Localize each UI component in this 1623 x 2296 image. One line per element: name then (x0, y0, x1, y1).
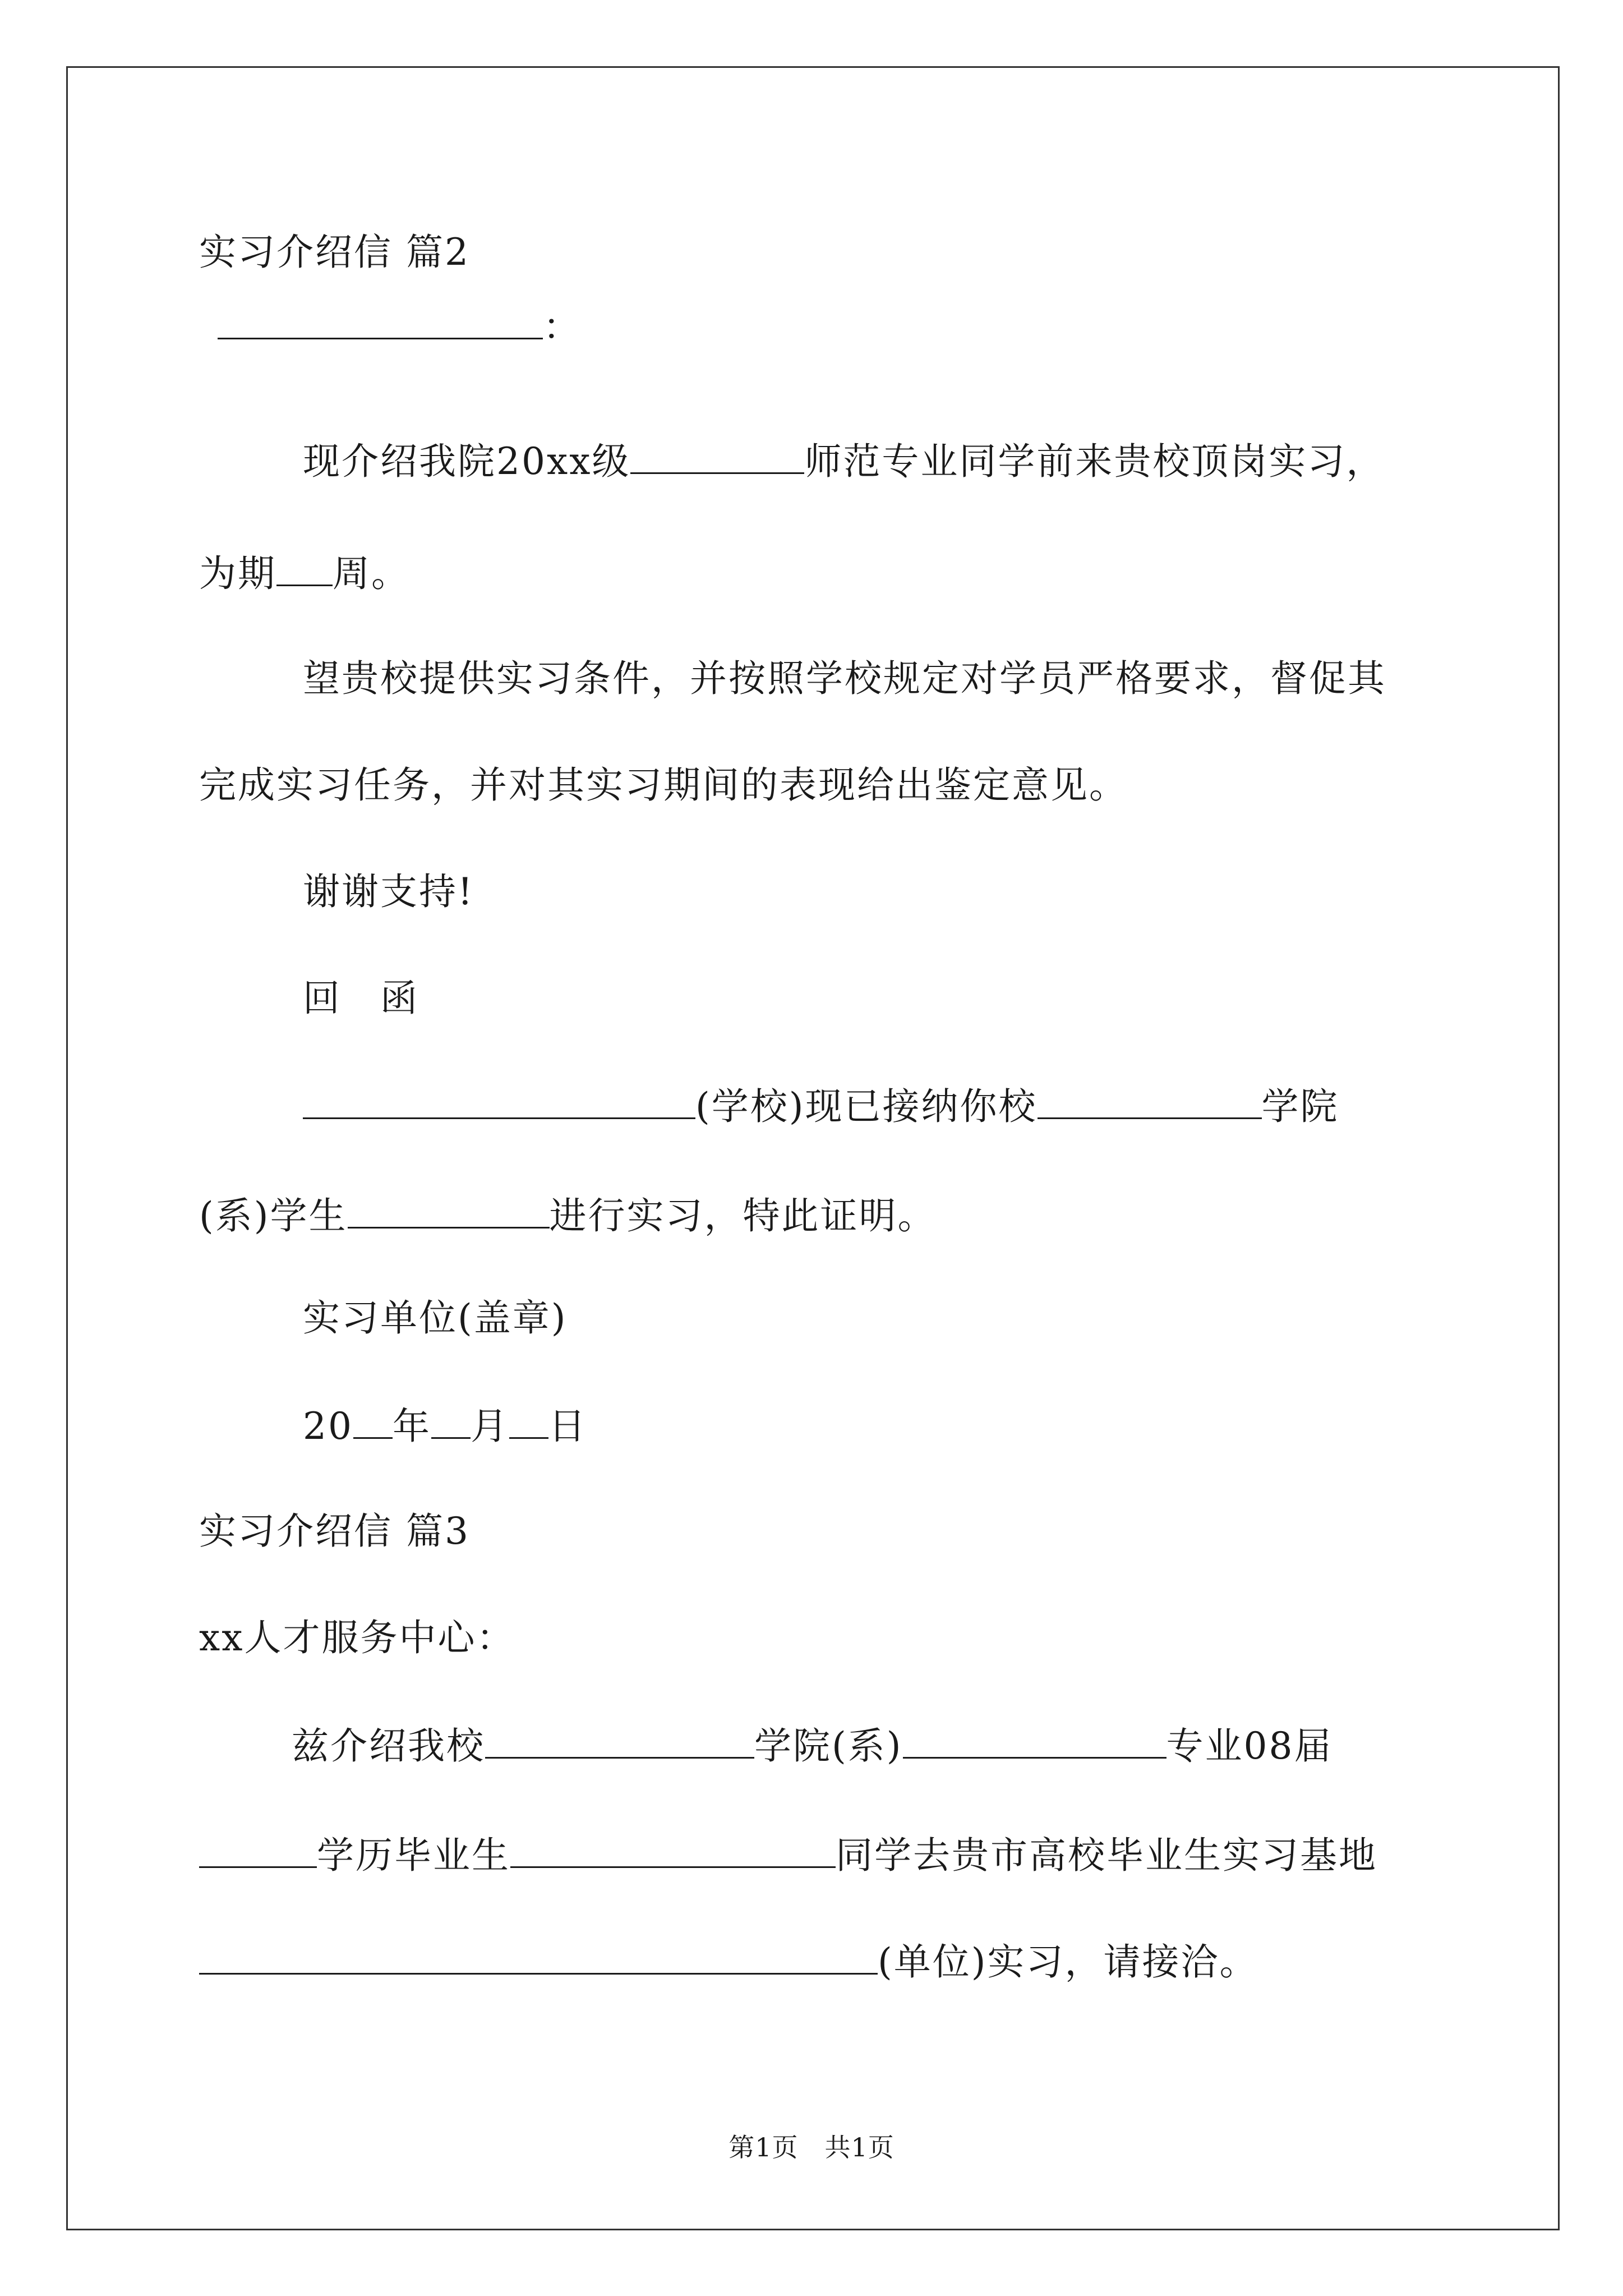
salutation-line: ： (218, 303, 582, 349)
unit-seal-line: 实习单位(盖章) (303, 1296, 568, 1340)
blank-student (510, 1832, 836, 1868)
blank-month (431, 1402, 471, 1439)
reply-line1: (学校)现已接纳你校 学院 (303, 1083, 1339, 1129)
blank-degree (199, 1832, 317, 1868)
reply-line2: (系)学生 进行实习，特此证明。 (199, 1192, 937, 1239)
page-footer: 第1页 共1页 (728, 2132, 895, 2162)
section3-salutation: xx人才服务中心： (199, 1616, 515, 1659)
page-border (66, 66, 1560, 2230)
section3-title: 实习介绍信 篇3 (199, 1510, 470, 1553)
paragraph-request-line2: 完成实习任务，并对其实习期间的表现给出鉴定意见。 (199, 763, 1128, 807)
thanks-line: 谢谢支持! (303, 870, 474, 913)
reply-title: 回 函 (303, 977, 419, 1020)
section3-paragraph-line2: 学历毕业生 同学去贵市高校毕业生实习基地 (199, 1832, 1377, 1878)
blank-student (348, 1192, 550, 1228)
blank-college (485, 1722, 754, 1759)
blank-weeks (276, 550, 333, 586)
blank-recipient (218, 303, 543, 339)
paragraph-duration: 为期 周。 (199, 550, 410, 596)
blank-year (353, 1402, 393, 1439)
section3-paragraph-line3: (单位)实习，请接洽。 (199, 1938, 1258, 1985)
blank-major (903, 1722, 1166, 1759)
paragraph-request-line1: 望贵校提供实习条件，并按照学校规定对学员严格要求，督促其 (303, 657, 1386, 700)
paragraph-introduction: 现介绍我院20xx级 师范专业同学前来贵校顶岗实习， (303, 438, 1385, 484)
blank-school (303, 1083, 695, 1119)
date-line: 20 年 月 日 (303, 1402, 587, 1449)
section2-title: 实习介绍信 篇2 (199, 231, 470, 274)
blank-unit (199, 1938, 878, 1975)
blank-college (1038, 1083, 1262, 1119)
blank-class (630, 438, 804, 474)
blank-day (509, 1402, 548, 1439)
section3-paragraph-line1: 兹介绍我校 学院(系) 专业08届 (292, 1722, 1332, 1769)
